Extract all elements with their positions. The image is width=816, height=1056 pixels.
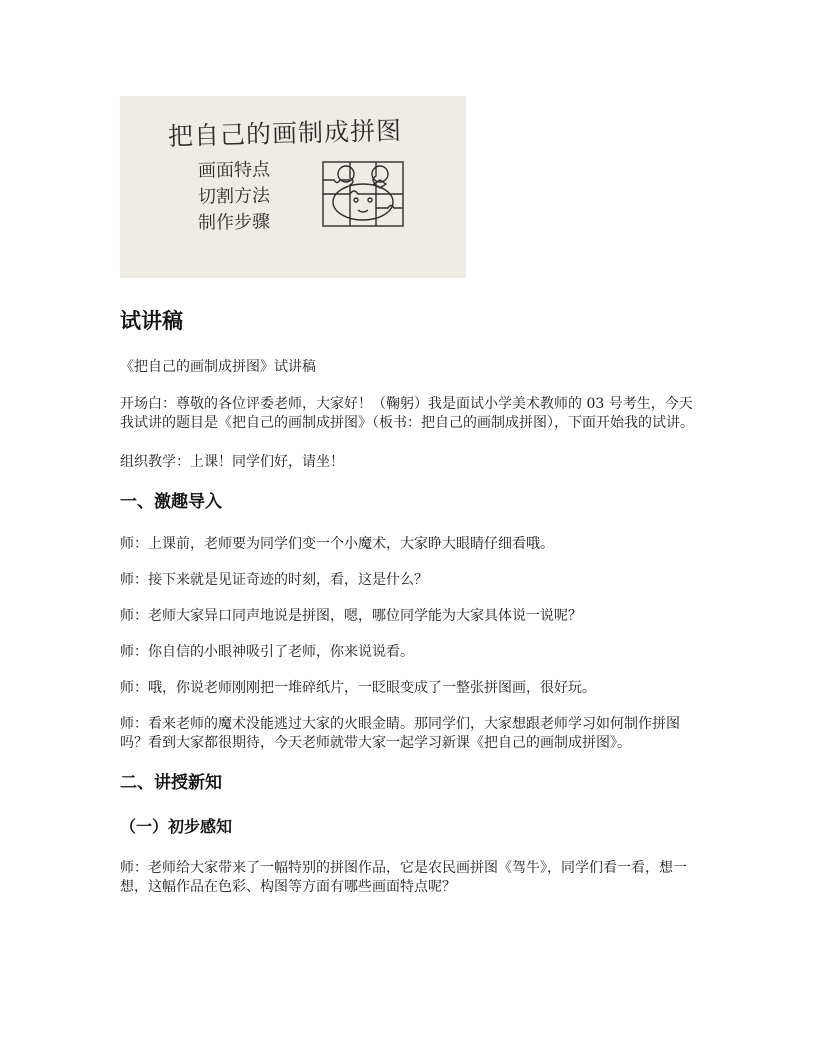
- whiteboard-photo: [120, 96, 466, 278]
- dialogue-paragraph: 师：老师大家异口同声地说是拼图，嗯，哪位同学能为大家具体说一说呢？: [120, 608, 582, 624]
- photo-item: 切割方法: [197, 185, 271, 208]
- photo-item: 制作步骤: [197, 211, 271, 234]
- photo-item-list: [198, 158, 270, 236]
- dialogue-paragraph: 师：你自信的小眼神吸引了老师，你来说说看。: [120, 644, 414, 660]
- section-heading: 一、激趣导入: [120, 492, 222, 512]
- section-heading: 二、讲授新知: [120, 773, 222, 793]
- photo-title: 把自己的画制成拼图: [167, 115, 403, 152]
- puzzle-sketch-icon: [320, 158, 406, 230]
- document-page: [120, 96, 700, 897]
- document-subtitle: 《把自己的画制成拼图》试讲稿: [120, 359, 316, 375]
- subsection-heading: （一）初步感知: [120, 817, 233, 836]
- dialogue-paragraph: 师：老师给大家带来了一幅特别的拼图作品，它是农民画拼图《驾牛》，同学们看一看，想一想，这幅作品在色彩、构图等方面有哪些画面特点呢？: [120, 860, 687, 895]
- dialogue-paragraph: 师：上课前，老师要为同学们变一个小魔术，大家睁大眼睛仔细看哦。: [120, 536, 554, 552]
- opening-paragraph: 开场白：尊敬的各位评委老师，大家好！（鞠躬）我是面试小学美术教师的 03 号考生，今天我试讲的题目是《把自己的画制成拼图》（板书：把自己的画制成拼图），下面开始我的试讲。: [120, 396, 694, 431]
- organize-paragraph: 组织教学：上课！同学们好，请坐！: [120, 454, 344, 470]
- dialogue-paragraph: 师：接下来就是见证奇迹的时刻，看，这是什么？: [120, 572, 428, 588]
- dialogue-paragraph: 师：哦，你说老师刚刚把一堆碎纸片，一眨眼变成了一整张拼图画，很好玩。: [120, 680, 596, 696]
- document-title: 试讲稿: [120, 309, 183, 333]
- dialogue-paragraph: 师：看来老师的魔术没能逃过大家的火眼金睛。那同学们，大家想跟老师学习如何制作拼图吗？看到大家都很期待，今天老师就带大家一起学习新课《把自己的画制成拼图》。: [120, 716, 680, 751]
- photo-item: 画面特点: [197, 159, 271, 182]
